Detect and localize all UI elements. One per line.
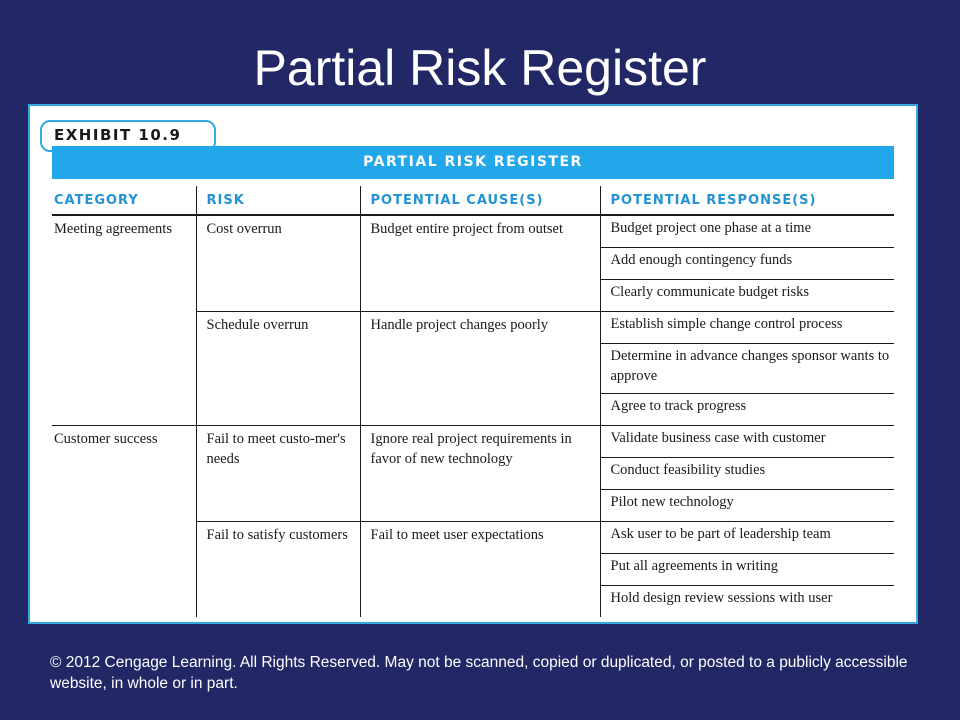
- risk-cell: Fail to meet custo-mer's needs: [196, 426, 360, 522]
- response-cell: Ask user to be part of leadership team: [600, 522, 894, 554]
- table-banner: PARTIAL RISK REGISTER: [52, 146, 894, 179]
- response-cell: Validate business case with customer: [600, 426, 894, 458]
- risk-register-table: [52, 186, 894, 617]
- risk-cell: Cost overrun: [196, 215, 360, 312]
- response-cell: Establish simple change control process: [600, 312, 894, 344]
- table-row: [52, 426, 894, 458]
- risk-cell: Fail to satisfy customers: [196, 522, 360, 618]
- category-cell: Meeting agreements: [52, 215, 196, 426]
- table-row: [52, 215, 894, 248]
- cause-cell: Budget entire project from outset: [360, 215, 600, 312]
- table-header-row: [52, 186, 894, 215]
- cause-cell: Fail to meet user expectations: [360, 522, 600, 618]
- response-cell: Clearly communicate budget risks: [600, 280, 894, 312]
- header-risk: RISK: [196, 186, 360, 215]
- response-cell: Put all agreements in writing: [600, 554, 894, 586]
- category-cell: Customer success: [54, 431, 158, 447]
- exhibit-frame: [28, 104, 918, 624]
- risk-cell: Schedule overrun: [196, 312, 360, 426]
- slide-title: Partial Risk Register: [253, 40, 707, 96]
- response-cell: Determine in advance changes sponsor wants to approve: [600, 344, 894, 394]
- cause-cell: Handle project changes poorly: [360, 312, 600, 426]
- response-cell: Conduct feasibility studies: [600, 458, 894, 490]
- header-causes: POTENTIAL CAUSE(S): [360, 186, 600, 215]
- response-cell: Hold design review sessions with user: [600, 586, 894, 618]
- response-cell: Agree to track progress: [600, 394, 894, 426]
- copyright-notice: © 2012 Cengage Learning. All Rights Reserved. May not be scanned, copied or duplicated, or posted to a publicly accessible website, in whole or in part.: [50, 654, 908, 692]
- exhibit-label: EXHIBIT 10.9: [54, 126, 182, 144]
- cause-cell: Ignore real project requirements in favor of new technology: [360, 426, 600, 522]
- header-category: CATEGORY: [52, 186, 196, 215]
- header-responses: POTENTIAL RESPONSE(S): [600, 186, 894, 215]
- response-cell: Add enough contingency funds: [600, 248, 894, 280]
- response-cell: Pilot new technology: [600, 490, 894, 522]
- response-cell: Budget project one phase at a time: [600, 215, 894, 248]
